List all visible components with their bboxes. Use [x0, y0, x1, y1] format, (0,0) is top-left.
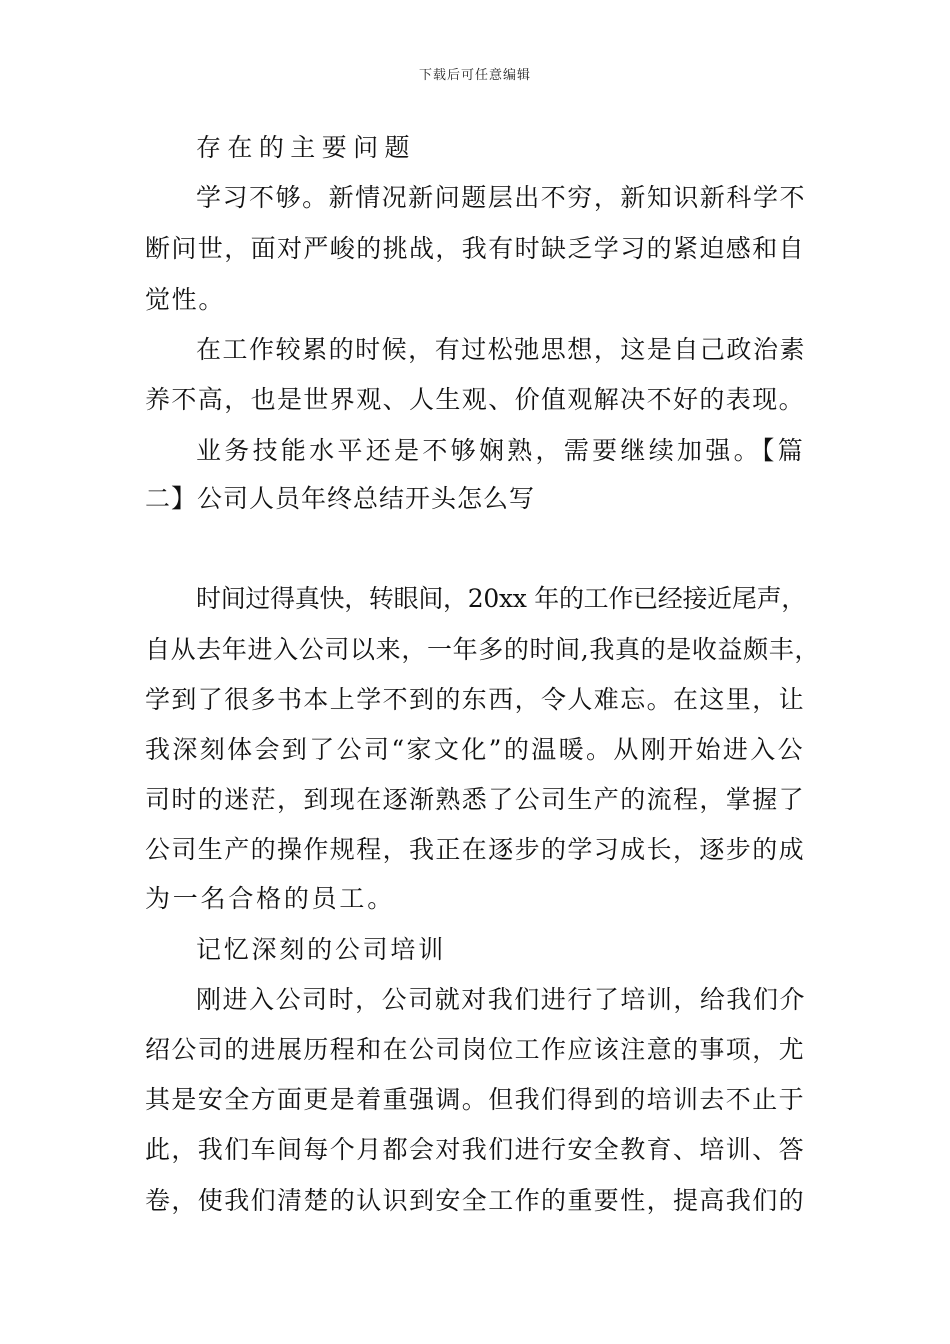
paragraph-line: 为一名合格的员工。: [145, 884, 395, 913]
paragraph-line: 刚进入公司时，公司就对我们进行了培训，给我们介: [196, 985, 806, 1014]
paragraph-line: 时间过得真快，转眼间，20xx 年的工作已经接近尾声，: [196, 584, 806, 613]
paragraph-line: 我深刻体会到了公司“家文化”的温暖。从刚开始进入公: [145, 735, 805, 764]
paragraph-line: 绍公司的进展历程和在公司岗位工作应该注意的事项，尤: [145, 1035, 805, 1064]
paragraph-line: 觉性。: [145, 285, 225, 314]
section-heading: 记忆深刻的公司培训: [196, 935, 446, 964]
paragraph-line: 断问世，面对严峻的挑战，我有时缺乏学习的紧迫感和自: [145, 234, 805, 263]
paragraph-line: 学到了很多书本上学不到的东西，令人难忘。在这里，让: [145, 685, 805, 714]
paragraph-line: 公司生产的操作规程，我正在逐步的学习成长，逐步的成: [145, 835, 805, 864]
paragraph-line: 养不高，也是世界观、人生观、价值观解决不好的表现。: [145, 385, 805, 414]
paragraph-line: 学习不够。新情况新问题层出不穷，新知识新科学不: [196, 183, 806, 212]
header-note: 下载后可任意编辑: [418, 68, 531, 83]
paragraph-line: 业务技能水平还是不够娴熟，需要继续加强。【篇: [196, 436, 806, 465]
paragraph-line: 在工作较累的时候，有过松弛思想，这是自己政治素: [196, 335, 806, 364]
paragraph-line: 司时的迷茫，到现在逐渐熟悉了公司生产的流程，掌握了: [145, 785, 805, 814]
paragraph-line: 其是安全方面更是着重强调。但我们得到的培训去不止于: [145, 1085, 805, 1114]
paragraph-line: 自从去年进入公司以来，一年多的时间,我真的是收益颇丰，: [145, 635, 820, 664]
paragraph-line: 此，我们车间每个月都会对我们进行安全教育、培训、答: [145, 1135, 805, 1164]
paragraph-line: 二】公司人员年终总结开头怎么写: [145, 484, 535, 513]
paragraph-line: 卷，使我们清楚的认识到安全工作的重要性，提高我们的: [145, 1186, 805, 1215]
section-heading: 存在的主要问题: [196, 133, 416, 162]
